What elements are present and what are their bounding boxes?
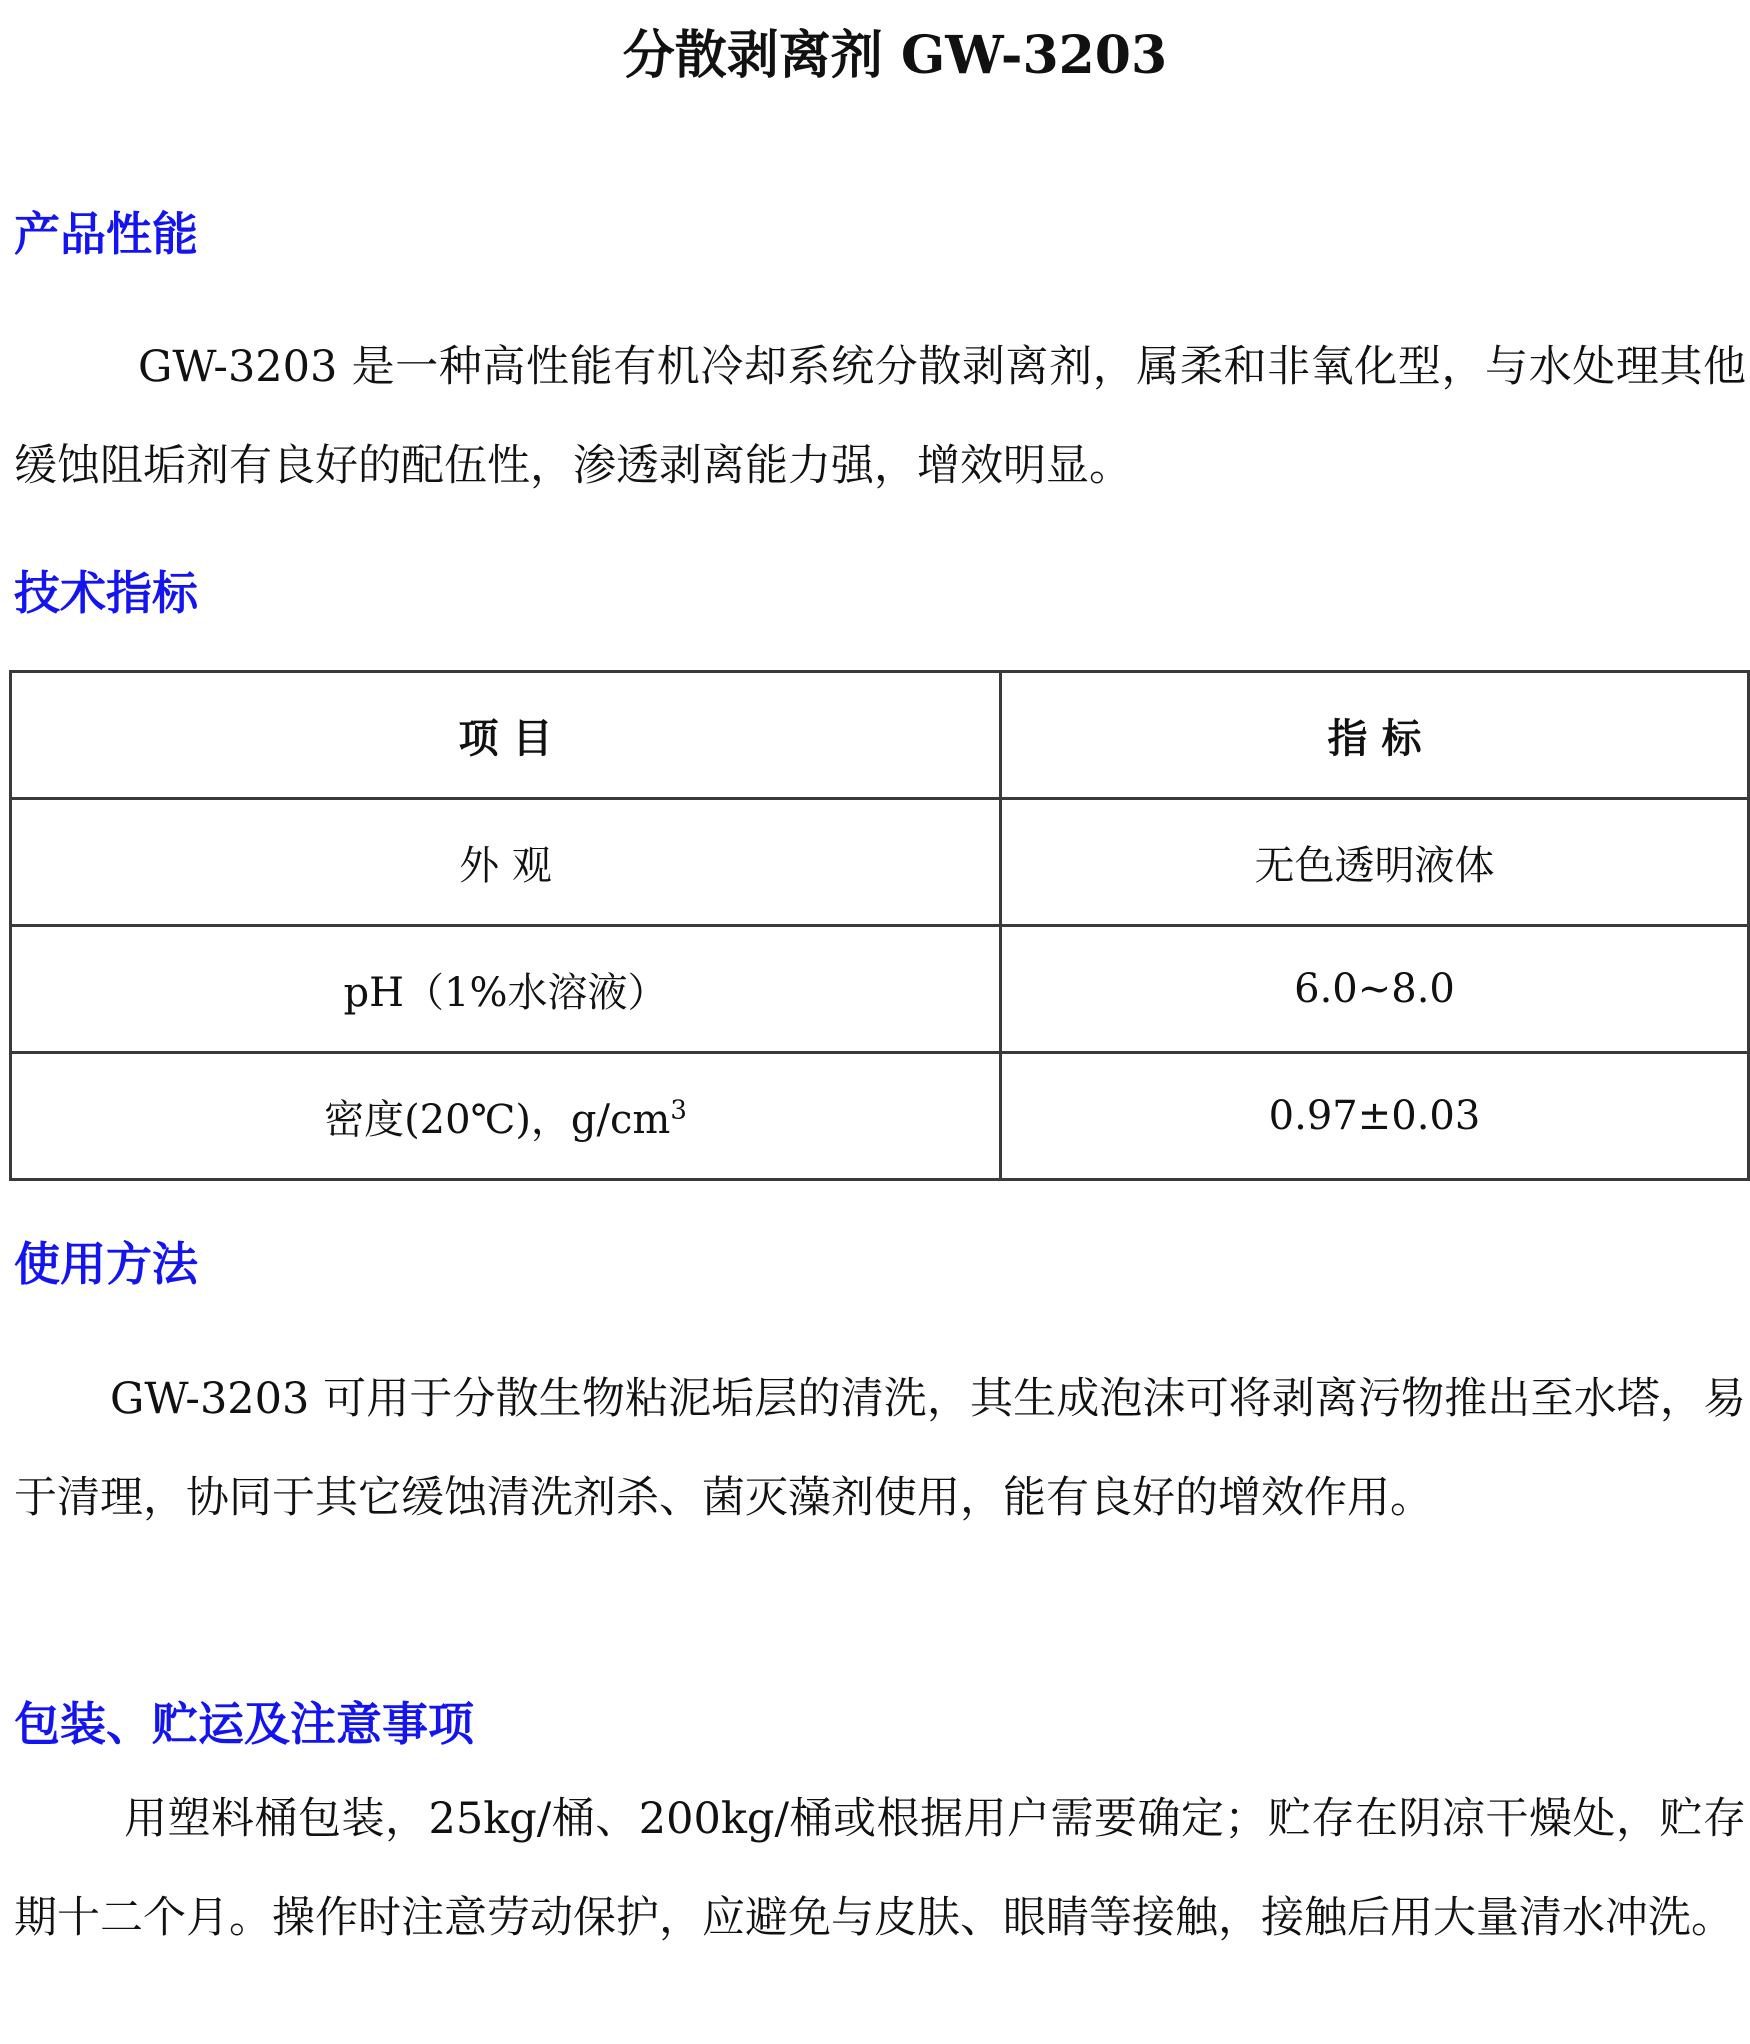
table-cell-value: 无色透明液体 bbox=[1001, 799, 1749, 926]
table-row bbox=[11, 926, 1749, 1053]
table-cell-value: 6.0~8.0 bbox=[1001, 926, 1749, 1053]
usage-paragraph: GW-3203 可用于分散生物粘泥垢层的清洗，其生成泡沫可将剥离污物推出至水塔，易于清理，协同于其它缓蚀清洗剂杀、菌灭藻剂使用，能有良好的增效作用。 bbox=[14, 1374, 1746, 1523]
density-label: 密度(20℃)，g/cm bbox=[324, 1096, 671, 1143]
table-header-row bbox=[11, 672, 1749, 799]
section-heading-performance: 产品性能 bbox=[14, 207, 198, 261]
table-cell-item bbox=[11, 1053, 1001, 1180]
table-header-item: 项 目 bbox=[11, 672, 1001, 799]
table-cell-value: 0.97±0.03 bbox=[1001, 1053, 1749, 1180]
table-cell-item: 外 观 bbox=[11, 799, 1001, 926]
section-heading-packaging: 包装、贮运及注意事项 bbox=[14, 1697, 474, 1751]
document-title: 分散剥离剂 GW-3203 bbox=[622, 25, 1168, 86]
spec-table bbox=[9, 670, 1750, 1181]
packaging-paragraph: 用塑料桶包装，25kg/桶、200kg/桶或根据用户需要确定；贮存在阴凉干燥处，贮存期十二个月。操作时注意劳动保护，应避免与皮肤、眼睛等接触，接触后用大量清水冲洗。 bbox=[14, 1794, 1746, 1943]
table-row bbox=[11, 1053, 1749, 1180]
section-heading-usage: 使用方法 bbox=[14, 1237, 198, 1291]
density-unit-superscript: 3 bbox=[670, 1095, 687, 1126]
table-row bbox=[11, 799, 1749, 926]
section-heading-specs: 技术指标 bbox=[14, 566, 198, 620]
table-header-value: 指 标 bbox=[1001, 672, 1749, 799]
table-cell-item: pH（1%水溶液） bbox=[11, 926, 1001, 1053]
performance-paragraph: GW-3203 是一种高性能有机冷却系统分散剥离剂，属柔和非氧化型，与水处理其他缓蚀阻垢剂有良好的配伍性，渗透剥离能力强，增效明显。 bbox=[14, 342, 1746, 491]
